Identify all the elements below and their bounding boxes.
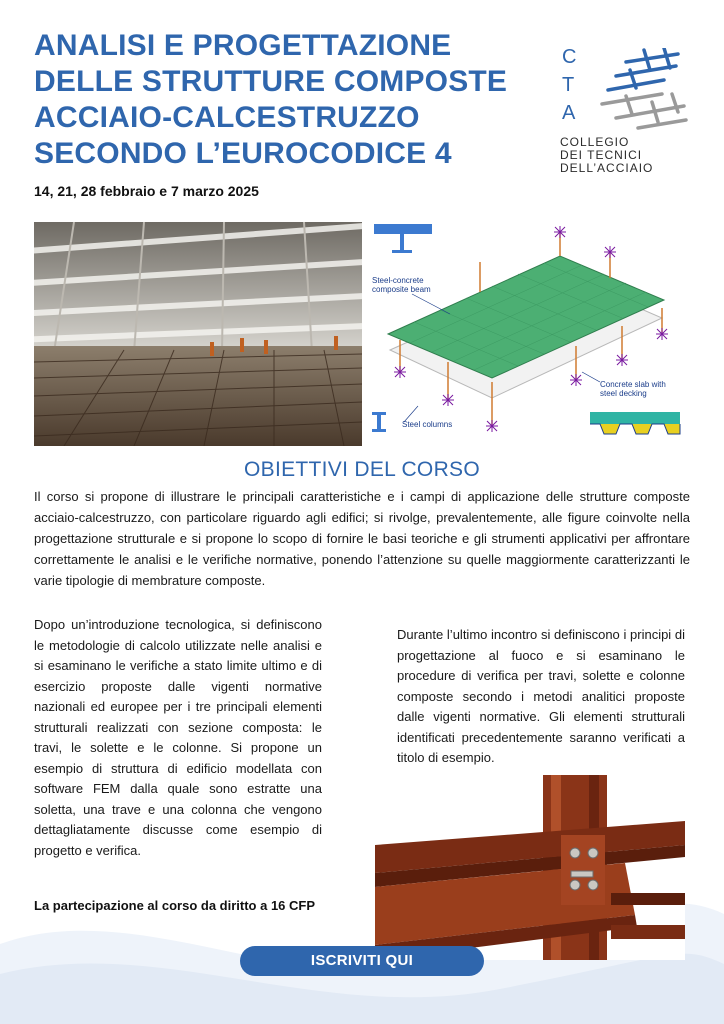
- logo-letter: A: [562, 102, 577, 124]
- logo-name: [560, 136, 653, 175]
- logo-letter: T: [562, 74, 576, 96]
- page-title: [34, 28, 554, 172]
- logo-name-line: DEI TECNICI: [560, 148, 643, 162]
- left-column-paragraph: Dopo un’introduzione tecnologica, si definiscono le metodologie di calcolo utilizzate nelle analisi e si esaminano le verifiche a stato limite ultimo e di esercizio proposte dalle vigenti normative nazionali ed europee per i tre principali elementi strutturali realizzati con sezione composta: le travi, le solette e le colonne. Si propone un esempio di struttura di edificio modellata con software FEM dalla quale sono estratte una soletta, una trave e una colonna che vengono dettagliatamente discusse come esempio di progetto e verifica.: [34, 617, 322, 858]
- cfp-note: La partecipazione al corso da diritto a 16 CFP: [34, 898, 316, 913]
- logo-name-line: DELL’ACCIAIO: [560, 161, 654, 175]
- construction-slab-photo: [34, 222, 362, 446]
- title-line: SECONDO L’EUROCODICE 4: [34, 137, 452, 170]
- course-dates: 14, 21, 28 febbraio e 7 marzo 2025: [34, 183, 259, 199]
- title-line: DELLE STRUTTURE COMPOSTE: [34, 65, 508, 98]
- logo-letter: C: [562, 46, 578, 68]
- title-line: ACCIAIO-CALCESTRUZZO: [34, 101, 420, 134]
- label-slab: Concrete slab with steel decking: [600, 380, 666, 398]
- fem-diagram: [370, 222, 688, 446]
- register-button[interactable]: ISCRIVITI QUI: [240, 946, 484, 976]
- section-title: OBIETTIVI DEL CORSO: [244, 458, 480, 481]
- right-column-paragraph: Durante l’ultimo incontro si definiscono i principi di progettazione al fuoco e si esaminano le procedure di verifica per travi, solette e colonne composte secondo i metodi analitici proposte dalle vigenti normative. Gli elementi strutturali identificati precedentemente saranno verificati a titolo di esempio.: [397, 627, 685, 765]
- label-columns: Steel columns: [402, 420, 453, 429]
- intro-paragraph: Il corso si propone di illustrare le principali caratteristiche e i campi di applicazione delle strutture composte acciaio-calcestruzzo, con particolare riguardo agli edifici; si rivolge, prevalentemente, alle figure coinvolte nella progettazione strutturale e si propone lo scopo di fornire le basi teoriche e gli strumenti applicativi per affrontare correttamente le analisi e le verifiche normative, ponendo l’attenzione su quelle maggiormente caratterizzanti le varie tipologie di membrature composte.: [34, 489, 690, 588]
- title-line: ANALISI E PROGETTAZIONE: [34, 29, 452, 62]
- label-beam: Steel-concrete composite beam: [372, 276, 431, 294]
- steel-beam-photo: [375, 775, 685, 960]
- cta-logo: [556, 46, 706, 176]
- beams-emblem-icon: [586, 48, 696, 130]
- logo-name-line: COLLEGIO: [560, 135, 630, 149]
